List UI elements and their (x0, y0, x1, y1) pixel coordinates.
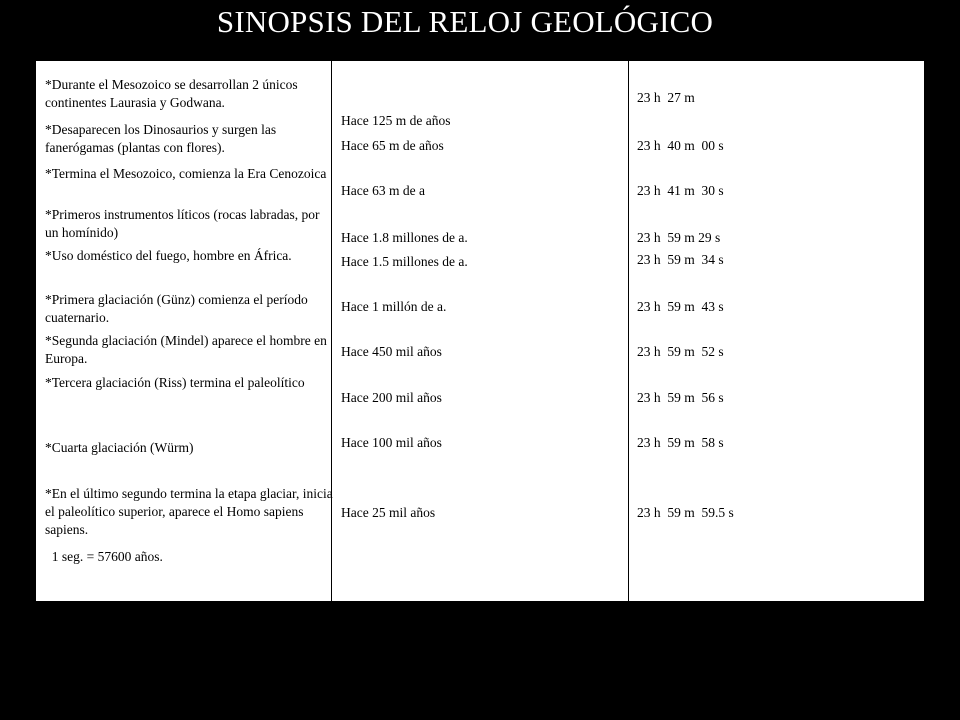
age-text: Hace 63 m de a (341, 183, 425, 198)
clock-time: 23 h 27 m (637, 90, 695, 105)
event-text: *En el último segundo termina la etapa glaciar, inicia el paleolítico superior, aparece el Homo sapiens sapiens. (45, 486, 333, 537)
event-text: *Tercera glaciación (Riss) termina el paleolítico (45, 375, 305, 390)
age-text: Hace 450 mil años (341, 344, 442, 359)
age-text: Hace 65 m de años (341, 138, 444, 153)
ages-column (332, 61, 628, 601)
clock-time: 23 h 59 m 52 s (637, 344, 724, 359)
clock-time: 23 h 59 m 59.5 s (637, 505, 734, 520)
clock-times-column (629, 61, 925, 601)
event-text: *Primeros instrumentos líticos (rocas labradas, por un homínido) (45, 207, 320, 240)
event-text: *Termina el Mesozoico, comienza la Era Cenozoica (45, 166, 327, 181)
clock-time: 23 h 59 m 29 s (637, 230, 721, 245)
age-text: Hace 1 millón de a. (341, 299, 447, 314)
event-text: *Primera glaciación (Günz) comienza el período cuaternario. (45, 292, 308, 325)
event-text: *Cuarta glaciación (Würm) (45, 440, 194, 455)
age-text: Hace 100 mil años (341, 435, 442, 450)
event-text: *Desaparecen los Dinosaurios y surgen las fanerógamas (plantas con flores). (45, 122, 277, 155)
age-text: Hace 25 mil años (341, 505, 436, 520)
event-text: *Durante el Mesozoico se desarrollan 2 únicos continentes Laurasia y Godwana. (45, 77, 298, 110)
clock-time: 23 h 40 m 00 s (637, 138, 724, 153)
slide-title: SINOPSIS DEL RELOJ GEOLÓGICO (216, 4, 714, 39)
age-text: Hace 1.5 millones de a. (341, 254, 468, 269)
clock-time: 23 h 59 m 56 s (637, 390, 724, 405)
geologic-clock-table (35, 60, 925, 602)
events-column (36, 61, 331, 601)
clock-time: 23 h 59 m 43 s (637, 299, 724, 314)
event-text: *Segunda glaciación (Mindel) aparece el hombre en Europa. (45, 333, 327, 366)
event-text: *Uso doméstico del fuego, hombre en África. (45, 248, 292, 263)
age-text: Hace 200 mil años (341, 390, 442, 405)
clock-time: 23 h 41 m 30 s (637, 183, 724, 198)
clock-time: 23 h 59 m 34 s (637, 252, 724, 267)
scale-note: 1 seg. = 57600 años. (45, 549, 163, 564)
age-text: Hace 1.8 millones de a. (341, 230, 468, 245)
age-text: Hace 125 m de años (341, 113, 451, 128)
clock-time: 23 h 59 m 58 s (637, 435, 724, 450)
